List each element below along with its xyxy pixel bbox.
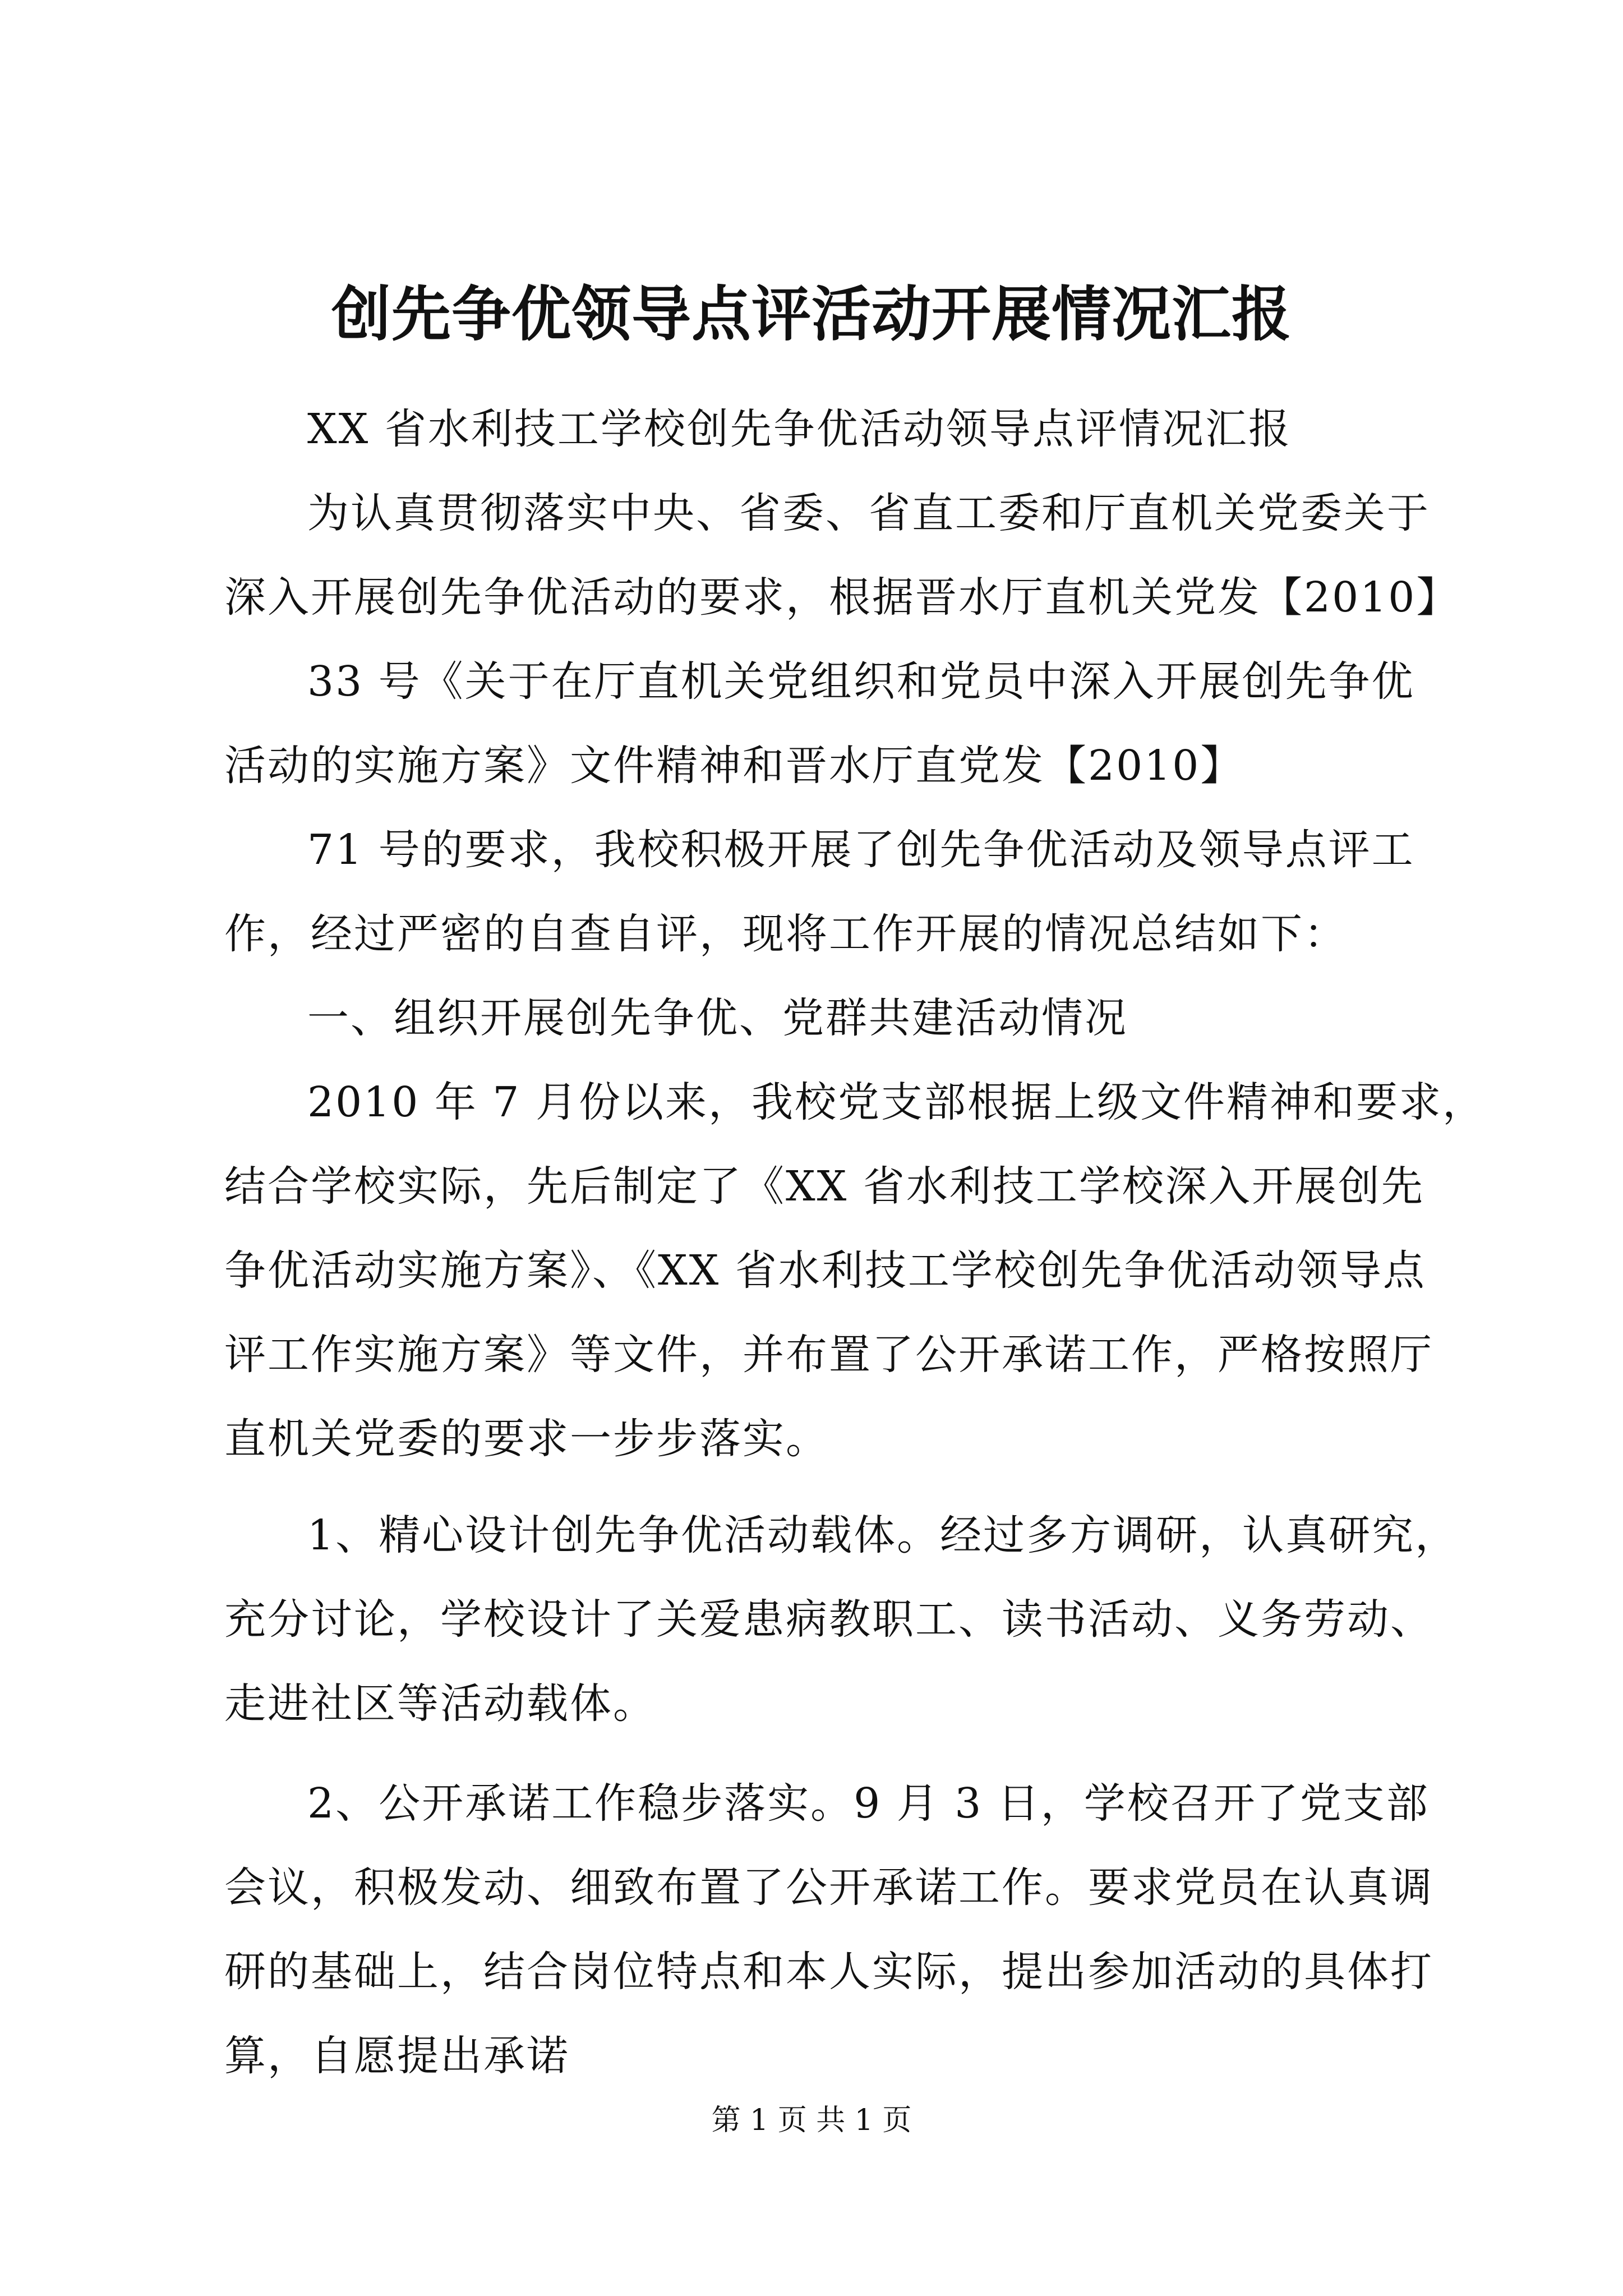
document-body	[224, 387, 1486, 2098]
section-heading: 一、组织开展创先争优、党群共建活动情况	[307, 994, 1128, 1042]
text-line: 算，自愿提出承诺	[224, 2032, 570, 2080]
text-line: XX 省水利技工学校创先争优活动领导点评情况汇报	[307, 405, 1292, 453]
text-line: 活动的实施方案》文件精神和晋水厅直党发【2010】	[224, 742, 1244, 790]
text-line: 争优活动实施方案》、《XX 省水利技工学校创先争优活动领导点	[224, 1246, 1426, 1295]
text-line: 结合学校实际，先后制定了《XX 省水利技工学校深入开展创先	[224, 1162, 1424, 1211]
text-line: 71 号的要求，我校积极开展了创先争优活动及领导点评工	[307, 826, 1415, 874]
text-line: 会议，积极发动、细致布置了公开承诺工作。要求党员在认真调	[224, 1864, 1433, 1912]
text-line: 直机关党委的要求一步步落实。	[224, 1415, 829, 1463]
text-line: 33 号《关于在厅直机关党组织和党员中深入开展创先争优	[307, 657, 1415, 706]
text-line: 2010 年 7 月份以来，我校党支部根据上级文件精神和要求，	[307, 1078, 1486, 1126]
text-line: 充分讨论，学校设计了关爱患病教职工、读书活动、义务劳动、	[224, 1595, 1433, 1644]
text-line: 研的基础上，结合岗位特点和本人实际，提出参加活动的具体打	[224, 1948, 1433, 1996]
text-line: 为认真贯彻落实中央、省委、省直工委和厅直机关党委关于	[307, 489, 1430, 537]
page-number-footer: 第 1 页 共 1 页	[711, 2104, 912, 2137]
text-line: 走进社区等活动载体。	[224, 1680, 656, 1728]
text-line: 作，经过严密的自查自评，现将工作开展的情况总结如下：	[224, 910, 1347, 958]
text-line: 2、公开承诺工作稳步落实。9 月 3 日，学校召开了党支部	[307, 1779, 1430, 1828]
text-line: 1、精心设计创先争优活动载体。经过多方调研，认真研究，	[307, 1511, 1459, 1559]
text-line: 评工作实施方案》等文件，并布置了公开承诺工作，严格按照厅	[224, 1331, 1433, 1379]
document-title: 创先争优领导点评活动开展情况汇报	[331, 279, 1292, 349]
text-line: 深入开展创先争优活动的要求，根据晋水厅直机关党发【2010】	[224, 573, 1460, 622]
